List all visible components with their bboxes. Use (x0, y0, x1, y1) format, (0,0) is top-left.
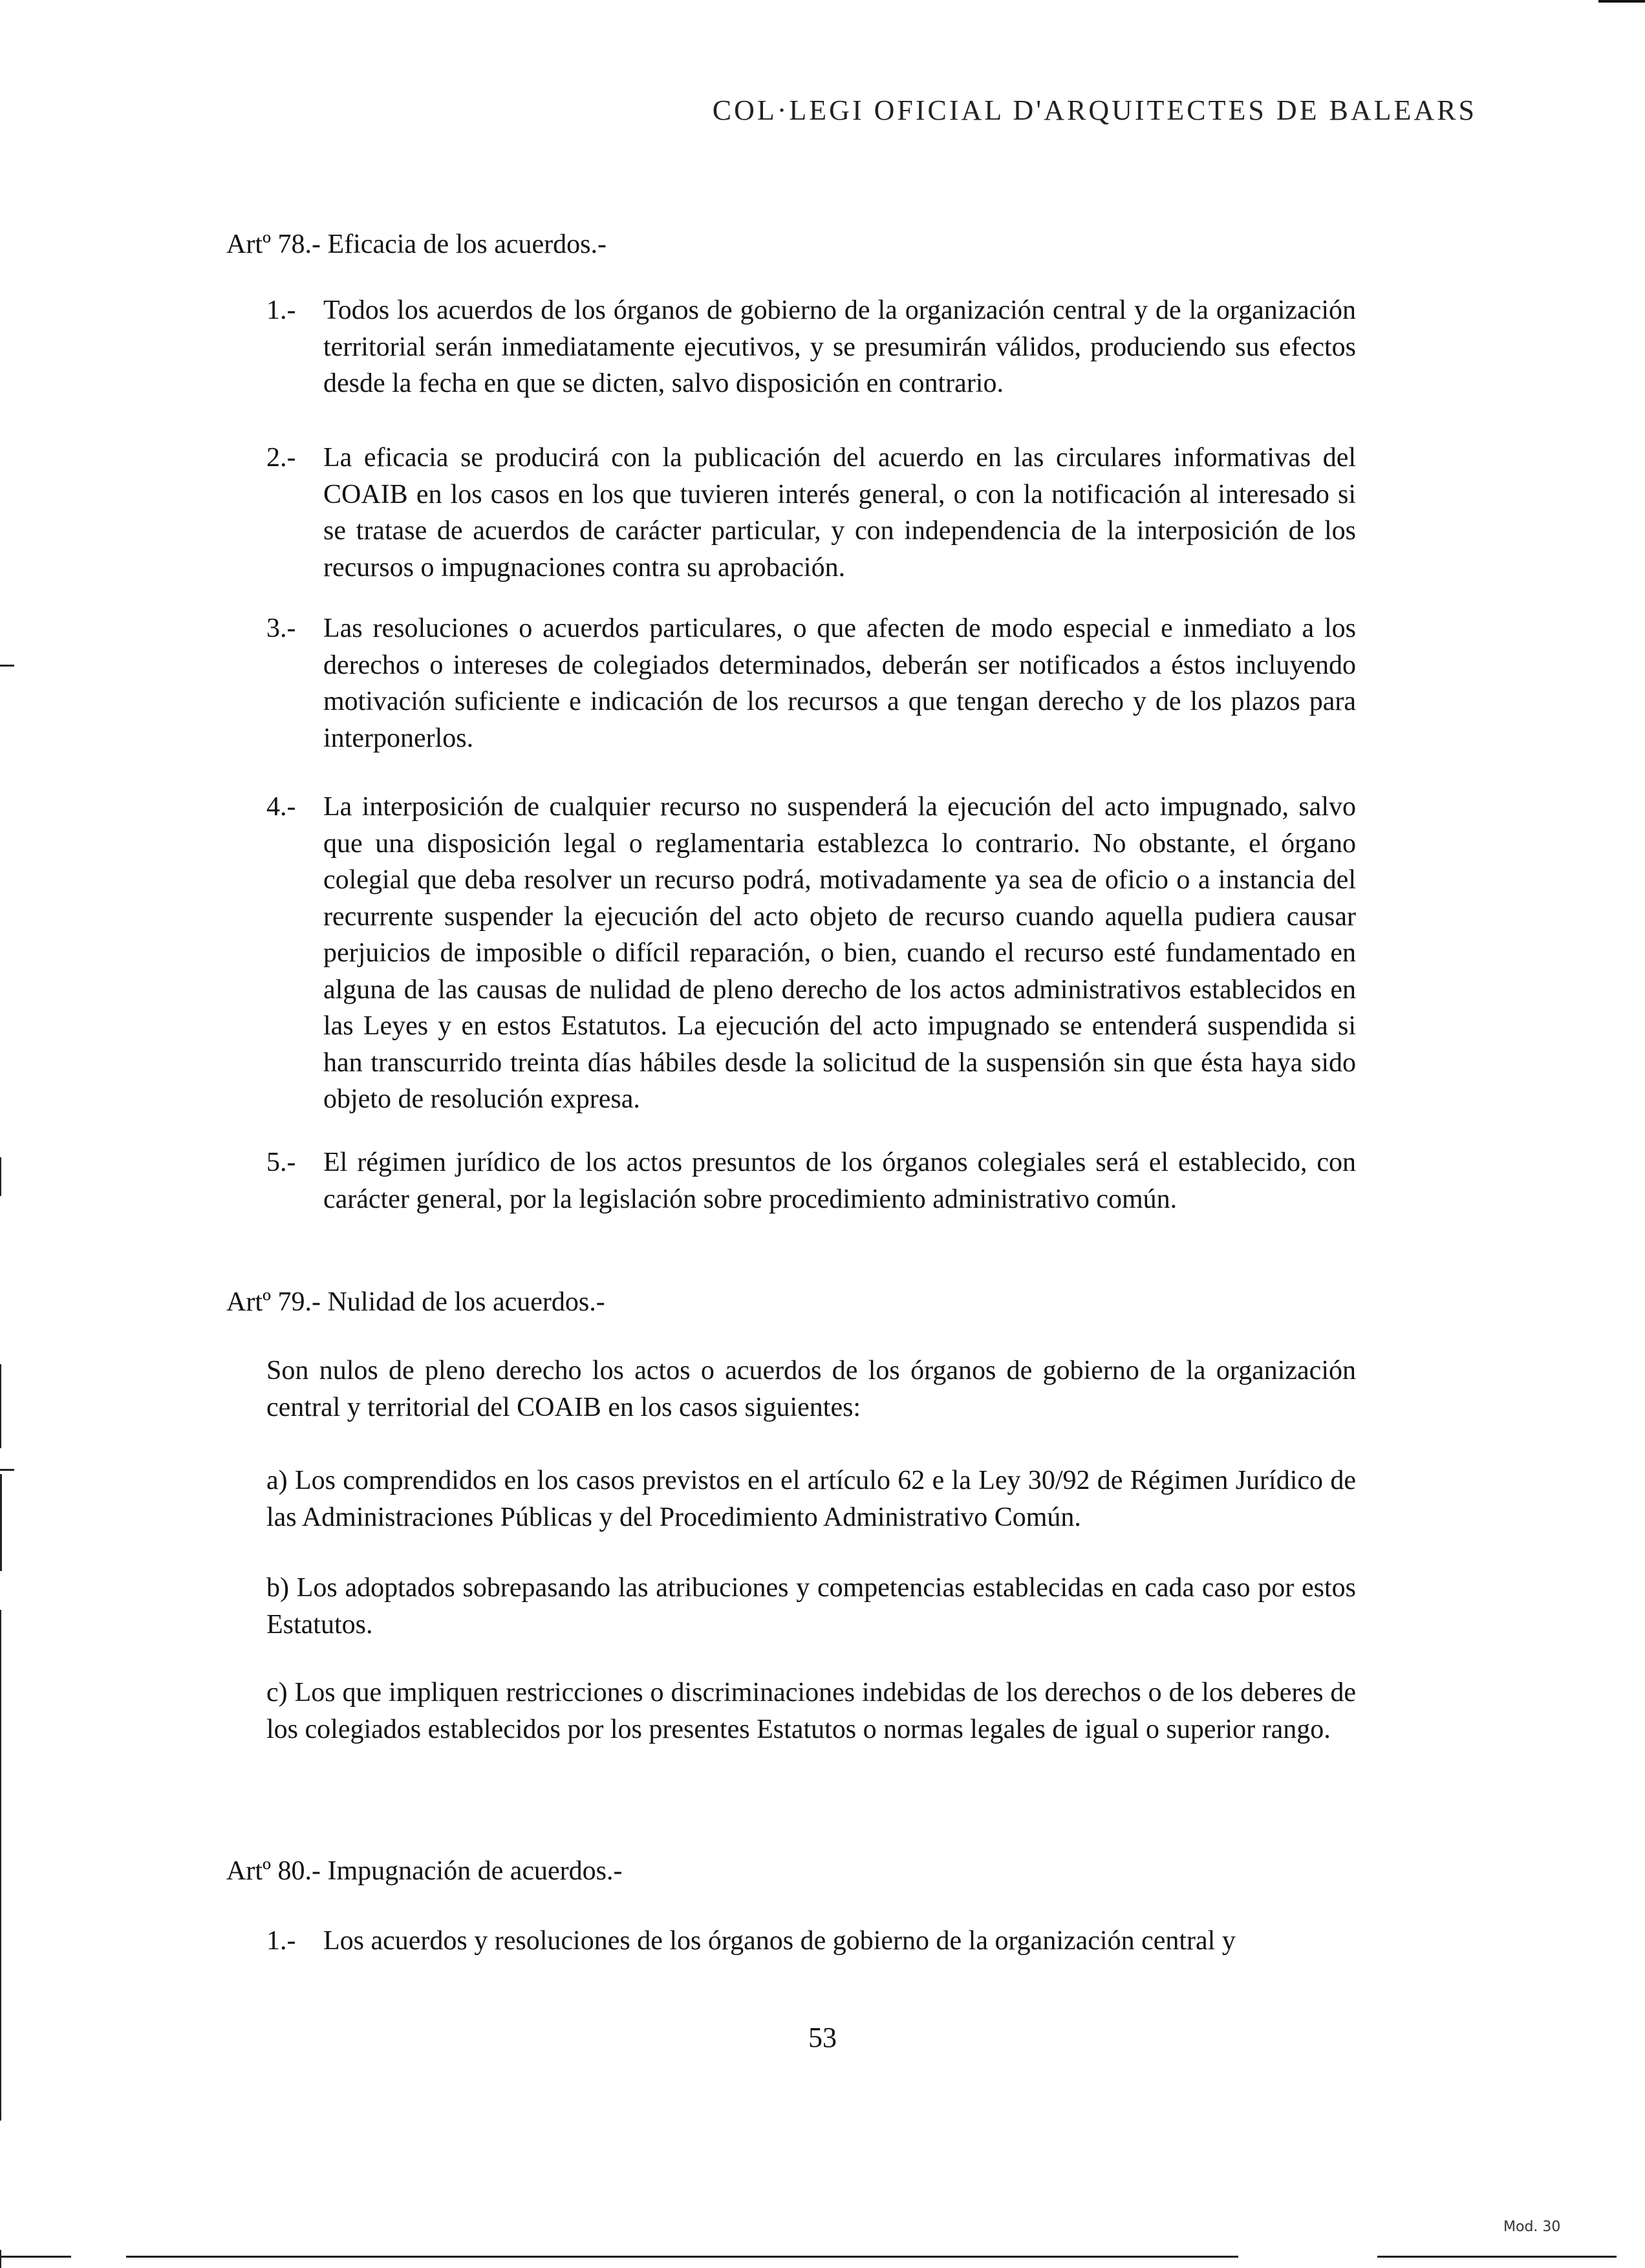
item-text: La eficacia se producirá con la publicación del acuerdo en las circulares informativas del COAIB en los casos en los que tuvieren interés general, o con la notificación al interesado si se tratase de acuerdos de carácter particular, y con independencia de la interposición de los recursos o impugnaciones contra su aprobación. (323, 443, 1356, 583)
article-78-item-3 (266, 610, 1356, 756)
scan-edge-mark (0, 1469, 14, 1471)
scan-edge-mark (0, 2250, 1, 2268)
scan-edge-mark (0, 1364, 1, 1448)
article-78-item-4 (266, 789, 1356, 1118)
article-78-item-2 (266, 440, 1356, 586)
article-80-item-1 (266, 1923, 1356, 1960)
scan-edge-mark (0, 1474, 2, 1571)
item-text: La interposición de cualquier recurso no suspenderá la ejecución del acto impugnado, salvo que una disposición legal o reglamentaria establezca lo contrario. No obstante, el órgano colegial que deba resolver un recurso podrá, motivadamente ya sea de oficio o a instancia del recurrente suspender la ejecución del acto objeto de recurso cuando aquella pudiera causar perjuicios de imposible o difícil reparación, o bien, cuando el recurso esté fundamentado en alguna de las causas de nulidad de pleno derecho de los actos administrativos establecidos en las Leyes y en estos Estatutos. La ejecución del acto impugnado se entenderá suspendida si han transcurrido treinta días hábiles desde la solicitud de la suspensión sin que ésta haya sido objeto de resolución expresa. (323, 792, 1356, 1114)
organization-header: COL·LEGI OFICIAL D'ARQUITECTES DE BALEARS (712, 94, 1477, 126)
article-79-title: Artº 79.- Nulidad de los acuerdos.- (226, 1287, 605, 1317)
article-78-item-5 (266, 1144, 1356, 1217)
article-78-item-1 (266, 292, 1356, 402)
item-number: 4.- (266, 792, 296, 822)
scan-edge-mark (0, 665, 14, 667)
item-text: El régimen jurídico de los actos presuntos de los órganos colegiales será el establecido, con carácter general, por la legislación sobre procedimiento administrativo común. (323, 1148, 1356, 1214)
article-80-title: Artº 80.- Impugnación de acuerdos.- (226, 1856, 623, 1886)
scan-edge-mark (0, 1610, 1, 2121)
article-79-clause-b: b) Los adoptados sobrepasando las atribuciones y competencias establecidas en cada caso por estos Estatutos. (266, 1573, 1356, 1640)
item-text: Los acuerdos y resoluciones de los órganos de gobierno de la organización central y (323, 1926, 1236, 1956)
item-text: Todos los acuerdos de los órganos de gobierno de la organización central y de la organización territorial serán inmediatamente ejecutivos, y se presumirán válidos, produciendo sus efectos desde la fecha en que se dicten, salvo disposición en contrario. (323, 295, 1356, 398)
scan-edge-mark (0, 1157, 1, 1196)
page-number: 53 (808, 2022, 837, 2053)
item-text: Las resoluciones o acuerdos particulares, o que afecten de modo especial e inmediato a los derechos o intereses de colegiados determinados, deberán ser notificados a éstos incluyendo motivación suficiente e indicación de los recursos a que tengan derecho y de los plazos para interponerlos. (323, 614, 1356, 753)
item-number: 1.- (266, 295, 296, 325)
item-number: 3.- (266, 614, 296, 643)
footer-rule (126, 2256, 1238, 2258)
form-model-label: Mod. 30 (1503, 2219, 1561, 2235)
footer-rule (0, 2256, 71, 2258)
article-79-clause-c: c) Los que impliquen restricciones o discriminaciones indebidas de los derechos o de los deberes de los colegiados establecidos por los presentes Estatutos o normas legales de igual o superior rango. (266, 1678, 1356, 1744)
item-number: 1.- (266, 1926, 296, 1956)
article-78-title: Artº 78.- Eficacia de los acuerdos.- (226, 230, 607, 259)
scan-edge-mark-top (1598, 0, 1645, 3)
footer-rule (1377, 2256, 1617, 2258)
item-number: 2.- (266, 443, 296, 473)
item-number: 5.- (266, 1148, 296, 1177)
article-79-clause-a: a) Los comprendidos en los casos previstos en el artículo 62 e la Ley 30/92 de Régimen Jurídico de las Administraciones Públicas y del Procedimiento Administrativo Común. (266, 1466, 1356, 1532)
article-79-intro: Son nulos de pleno derecho los actos o acuerdos de los órganos de gobierno de la organización central y territorial del COAIB en los casos siguientes: (266, 1356, 1356, 1422)
